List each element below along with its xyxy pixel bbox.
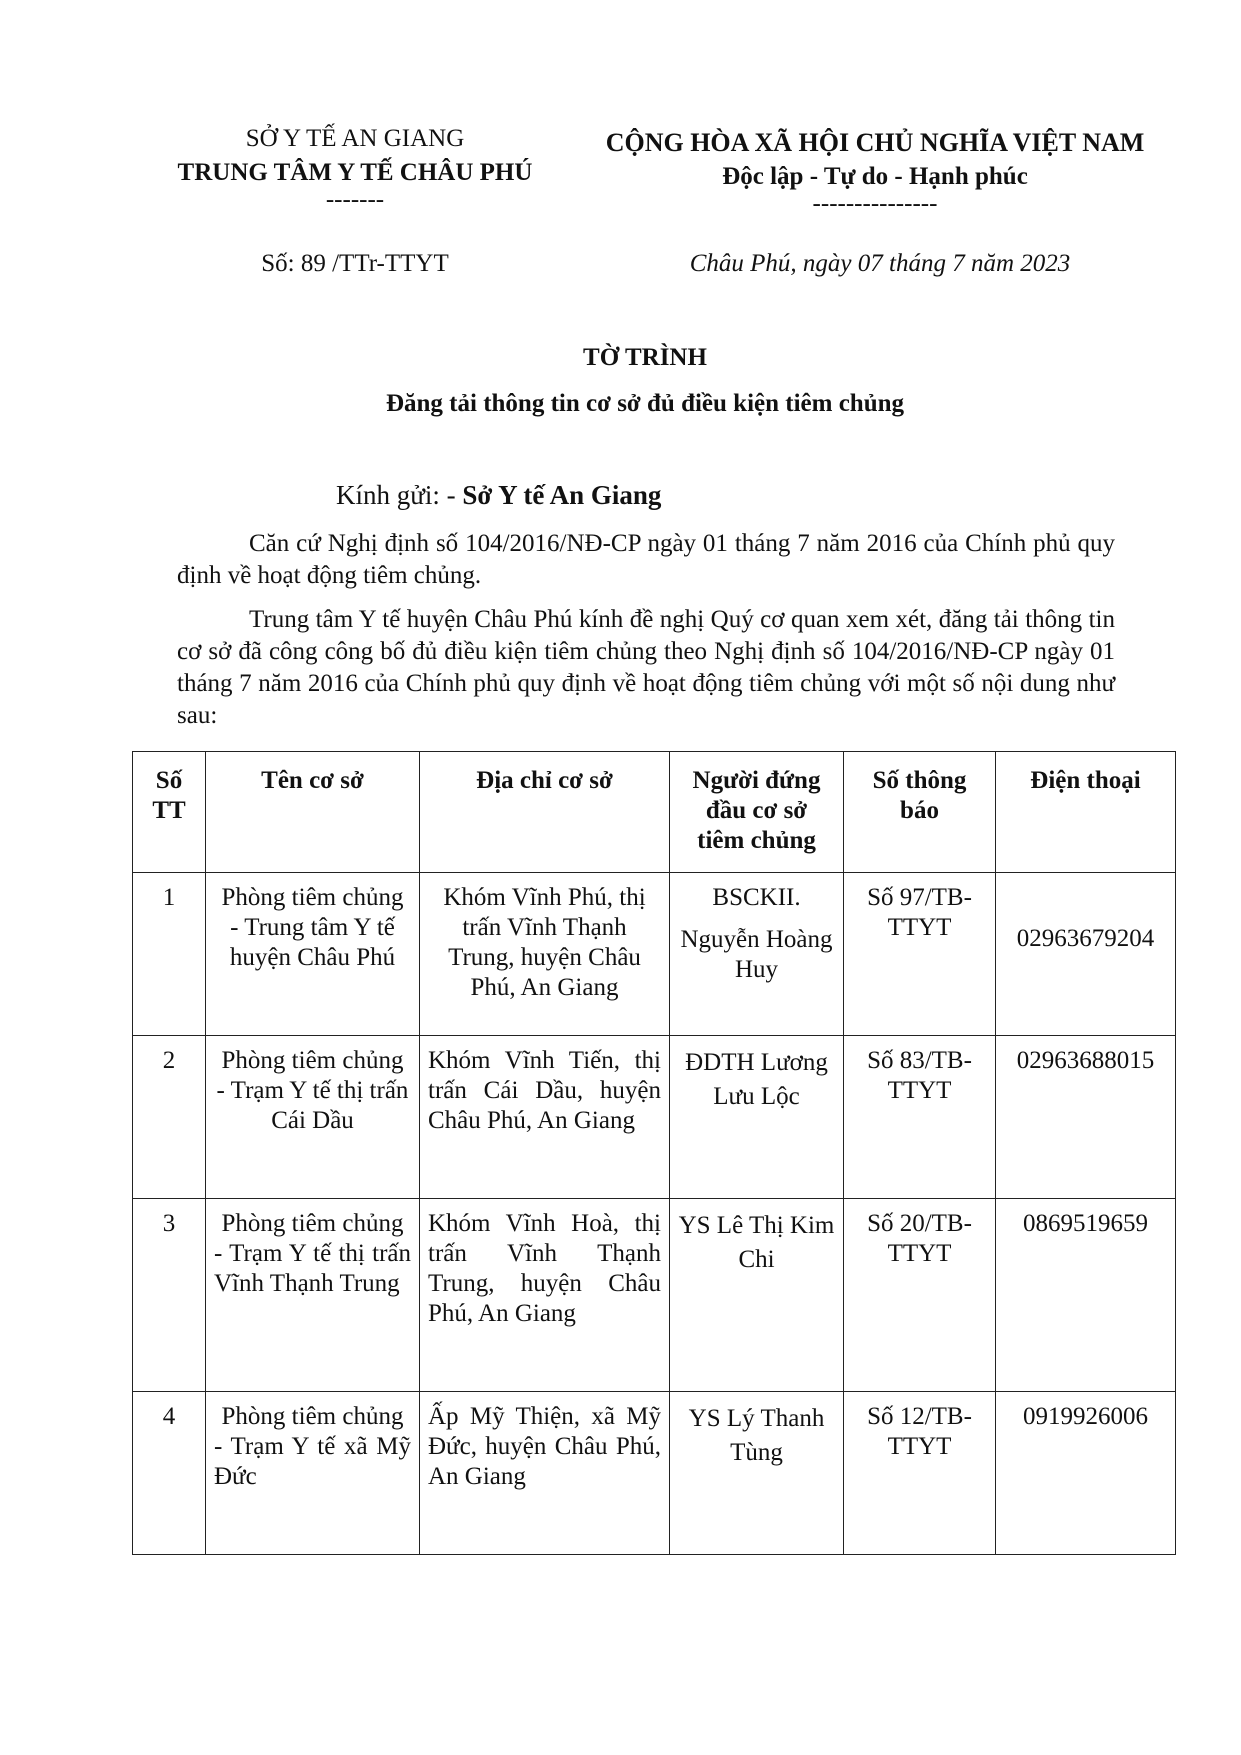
col-header-stt-line2: TT xyxy=(152,797,186,824)
cell-notice: Số 97/TB-TTYT xyxy=(844,873,996,1036)
cell-name-line1: Phòng tiêm chủng xyxy=(221,884,404,911)
col-header-head-line2: đầu cơ sở xyxy=(705,797,808,824)
facility-table xyxy=(132,751,1176,1555)
cell-name xyxy=(206,873,420,1036)
cell-stt: 1 xyxy=(133,873,206,1036)
col-header-notice xyxy=(844,752,996,873)
cell-stt: 3 xyxy=(133,1199,206,1392)
agency-name: SỞ Y TẾ AN GIANG xyxy=(245,125,465,152)
cell-phone: 02963688015 xyxy=(996,1036,1176,1199)
cell-head-line2: Nguyễn Hoàng Huy xyxy=(680,926,833,983)
doc-number: Số: 89 /TTr-TTYT xyxy=(261,250,449,277)
col-header-notice-line1: Số thông xyxy=(872,767,967,794)
cell-name xyxy=(206,1199,420,1392)
cell-address: Ấp Mỹ Thiện, xã Mỹ Đức, huyện Châu Phú, An Giang xyxy=(420,1392,670,1555)
col-header-head-line1: Người đứng xyxy=(692,767,821,794)
col-header-name: Tên cơ sở xyxy=(206,752,420,873)
cell-stt: 4 xyxy=(133,1392,206,1555)
col-header-notice-line2: báo xyxy=(900,797,939,824)
table-row xyxy=(133,1199,1176,1392)
col-header-head-line3: tiêm chủng xyxy=(697,827,816,854)
cell-head: ĐDTH Lương Lưu Lộc xyxy=(670,1036,844,1199)
table-header-row xyxy=(133,752,1176,873)
col-header-stt xyxy=(133,752,206,873)
place-date: Châu Phú, ngày 07 tháng 7 năm 2023 xyxy=(689,250,1071,277)
col-header-head xyxy=(670,752,844,873)
header-left xyxy=(150,122,560,213)
national-motto: Độc lập - Tự do - Hạnh phúc xyxy=(722,163,1028,190)
cell-head xyxy=(670,873,844,1036)
cell-phone: 02963679204 xyxy=(996,873,1176,1036)
cell-name-line1: Phòng tiêm chủng xyxy=(221,1047,404,1074)
col-header-stt-line1: Số xyxy=(155,767,183,794)
cell-address: Khóm Vĩnh Phú, thị trấn Vĩnh Thạnh Trung, huyện Châu Phú, An Giang xyxy=(420,873,670,1036)
recipient-line xyxy=(336,480,661,511)
cell-name-line2: - Trạm Y tế thị trấn Vĩnh Thạnh Trung xyxy=(214,1240,411,1297)
header-left-divider: ------- xyxy=(325,186,385,213)
cell-head: YS Lê Thị Kim Chi xyxy=(670,1199,844,1392)
cell-phone: 0919926006 xyxy=(996,1392,1176,1555)
unit-name: TRUNG TÂM Y TẾ CHÂU PHÚ xyxy=(177,159,533,186)
table-row xyxy=(133,1392,1176,1555)
cell-name-line2: - Trạm Y tế thị trấn Cái Dầu xyxy=(216,1077,409,1134)
document-title: TỜ TRÌNH xyxy=(583,344,707,371)
cell-address: Khóm Vĩnh Tiến, thị trấn Cái Dầu, huyện Châu Phú, An Giang xyxy=(420,1036,670,1199)
cell-head: YS Lý Thanh Tùng xyxy=(670,1392,844,1555)
table-row xyxy=(133,1036,1176,1199)
paragraph-legal-basis: Căn cứ Nghị định số 104/2016/NĐ-CP ngày 01 tháng 7 năm 2016 của Chính phủ quy định về hoạt động tiêm chủng. xyxy=(177,530,1115,589)
col-header-phone: Điện thoại xyxy=(996,752,1176,873)
cell-name xyxy=(206,1036,420,1199)
cell-address: Khóm Vĩnh Hoà, thị trấn Vĩnh Thạnh Trung, huyện Châu Phú, An Giang xyxy=(420,1199,670,1392)
col-header-address: Địa chỉ cơ sở xyxy=(420,752,670,873)
cell-name-line2: - Trung tâm Y tế huyện Châu Phú xyxy=(229,914,396,971)
header-right-divider: --------------- xyxy=(812,190,938,217)
cell-stt: 2 xyxy=(133,1036,206,1199)
document-subtitle: Đăng tải thông tin cơ sở đủ điều kiện tiêm chủng xyxy=(385,390,905,417)
paragraph-request: Trung tâm Y tế huyện Châu Phú kính đề nghị Quý cơ quan xem xét, đăng tải thông tin cơ sở đã công công bố đủ điều kiện tiêm chủng theo Nghị định số 104/2016/NĐ-CP ngày 01 tháng 7 năm 2016 của Chính phủ quy định về hoạt động tiêm chủng với một số nội dung như sau: xyxy=(177,606,1115,729)
cell-name xyxy=(206,1392,420,1555)
cell-notice: Số 12/TB-TTYT xyxy=(844,1392,996,1555)
cell-notice: Số 83/TB-TTYT xyxy=(844,1036,996,1199)
header-right xyxy=(560,126,1190,217)
country-name: CỘNG HÒA XÃ HỘI CHỦ NGHĨA VIỆT NAM xyxy=(605,128,1145,157)
cell-name-line1: Phòng tiêm chủng xyxy=(221,1403,404,1430)
cell-name-line2: - Trạm Y tế xã Mỹ Đức xyxy=(214,1433,411,1490)
table-row xyxy=(133,873,1176,1036)
recipient-name: Sở Y tế An Giang xyxy=(462,480,662,510)
cell-name-line1: Phòng tiêm chủng xyxy=(221,1210,404,1237)
cell-notice: Số 20/TB-TTYT xyxy=(844,1199,996,1392)
recipient-prefix: Kính gửi: - xyxy=(336,480,463,510)
cell-head-line1: BSCKII. xyxy=(712,884,801,911)
cell-phone: 0869519659 xyxy=(996,1199,1176,1392)
